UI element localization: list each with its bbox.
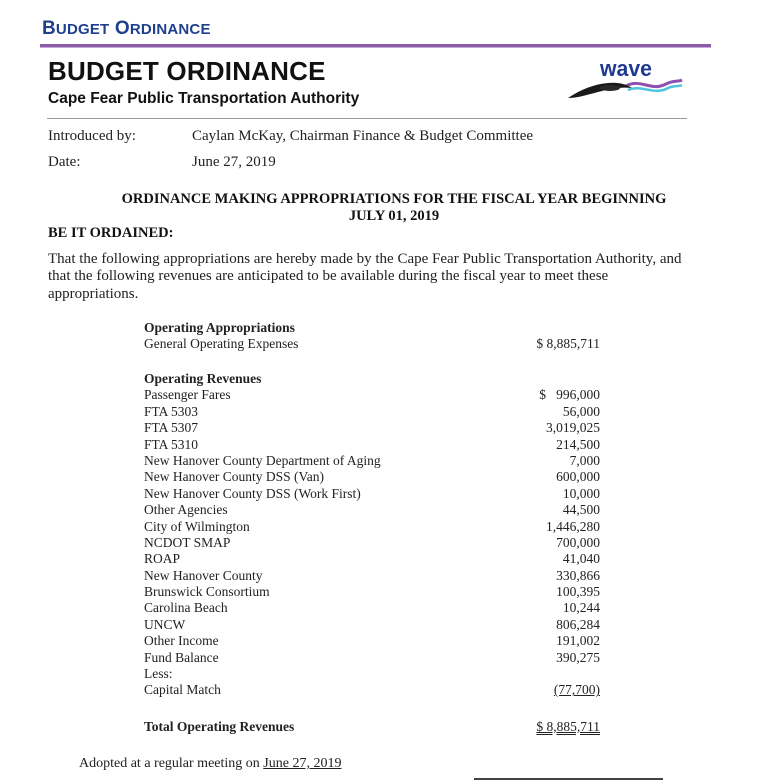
revenue-amount: 100,395 bbox=[556, 584, 600, 600]
revenue-amount: 191,002 bbox=[556, 633, 600, 649]
revenue-amount: 390,275 bbox=[556, 649, 600, 665]
revenue-row bbox=[144, 633, 602, 649]
total-row bbox=[144, 719, 602, 735]
deduction-amount: (77,700) bbox=[553, 682, 600, 698]
appropriation-row bbox=[144, 336, 602, 352]
revenue-amount: 996,000 bbox=[556, 387, 600, 403]
revenue-row bbox=[144, 617, 602, 633]
revenue-name: FTA 5307 bbox=[144, 420, 199, 436]
revenue-amount: 806,284 bbox=[556, 616, 600, 632]
revenue-name: New Hanover County Department of Aging bbox=[144, 452, 381, 468]
organization-subtitle: Cape Fear Public Transportation Authority bbox=[48, 90, 360, 107]
appropriations-section bbox=[144, 320, 602, 353]
revenue-amount: 330,866 bbox=[556, 567, 600, 583]
date-label: Date: bbox=[48, 154, 81, 170]
revenue-name: ROAP bbox=[144, 551, 181, 567]
bird-body-icon bbox=[600, 85, 620, 91]
bird-wing-icon bbox=[568, 83, 632, 98]
revenue-row bbox=[144, 404, 602, 420]
ordinance-heading-line1: ORDINANCE MAKING APPROPRIATIONS FOR THE FISCAL YEAR BEGINNING bbox=[121, 191, 667, 207]
less-row bbox=[144, 666, 602, 682]
revenue-amount: 41,040 bbox=[562, 551, 600, 567]
revenue-row bbox=[144, 568, 602, 584]
introduced-by-label: Introduced by: bbox=[48, 128, 136, 144]
revenue-row bbox=[144, 650, 602, 666]
revenue-name: FTA 5303 bbox=[144, 403, 199, 419]
revenue-name: Other Income bbox=[144, 633, 219, 649]
appropriation-name: General Operating Expenses bbox=[144, 336, 299, 352]
running-head bbox=[42, 18, 211, 40]
revenue-row bbox=[144, 600, 602, 616]
revenue-name: New Hanover County DSS (Work First) bbox=[144, 485, 361, 501]
revenue-name: UNCW bbox=[144, 616, 186, 632]
revenue-name: New Hanover County DSS (Van) bbox=[144, 469, 324, 485]
header-rule bbox=[40, 44, 711, 48]
revenue-row bbox=[144, 584, 602, 600]
revenue-name: New Hanover County bbox=[144, 567, 263, 583]
revenues-section bbox=[144, 371, 602, 699]
revenue-row bbox=[144, 486, 602, 502]
wave-logo-text: wave bbox=[599, 56, 652, 81]
revenue-name: Passenger Fares bbox=[144, 387, 231, 403]
wave-logo bbox=[566, 56, 686, 102]
revenue-row bbox=[144, 469, 602, 485]
revenue-name: NCDOT SMAP bbox=[144, 534, 231, 550]
revenue-row bbox=[144, 453, 602, 469]
revenue-row bbox=[144, 519, 602, 535]
revenue-amount: 44,500 bbox=[562, 502, 600, 518]
date-value: June 27, 2019 bbox=[192, 154, 276, 170]
revenue-row bbox=[144, 387, 602, 403]
adopted-date: June 27, 2019 bbox=[263, 756, 342, 771]
revenue-amount: 7,000 bbox=[569, 452, 600, 468]
revenue-name: Other Agencies bbox=[144, 502, 228, 518]
revenue-name: City of Wilmington bbox=[144, 518, 250, 534]
revenue-name: Carolina Beach bbox=[144, 600, 228, 616]
appropriations-heading: Operating Appropriations bbox=[144, 320, 295, 335]
appropriation-amount: $ 8,885,711 bbox=[536, 336, 600, 352]
revenue-row bbox=[144, 535, 602, 551]
revenue-amount: 214,500 bbox=[556, 436, 600, 452]
revenue-name: FTA 5310 bbox=[144, 436, 199, 452]
meta-divider bbox=[47, 118, 687, 119]
wave-logo-graphic bbox=[566, 56, 686, 102]
revenue-amount: 10,244 bbox=[562, 600, 600, 616]
revenue-name: Fund Balance bbox=[144, 649, 219, 665]
adopted-statement bbox=[79, 756, 341, 772]
ordinance-heading-line2: JULY 01, 2019 bbox=[348, 208, 440, 224]
revenues-heading: Operating Revenues bbox=[144, 371, 262, 386]
revenue-amount: 10,000 bbox=[562, 485, 600, 501]
ordinance-paragraph: That the following appropriations are hereby made by the Cape Fear Public Transportation Authority, and that the following revenues are anticipated to be available during the fiscal year to meet these appropriations. bbox=[48, 251, 682, 302]
deduction-row bbox=[144, 682, 602, 698]
ordinance-heading bbox=[56, 191, 732, 225]
revenue-amount: 600,000 bbox=[556, 469, 600, 485]
revenue-row bbox=[144, 437, 602, 453]
deduction-name: Capital Match bbox=[144, 682, 221, 698]
total-amount: $ 8,885,711 bbox=[536, 719, 600, 734]
currency-symbol: $ bbox=[539, 387, 546, 403]
revenue-amount: 3,019,025 bbox=[546, 420, 600, 436]
be-it-ordained: BE IT ORDAINED: bbox=[48, 225, 174, 241]
adopted-text: Adopted at a regular meeting on bbox=[79, 756, 264, 771]
running-head-text: BUDGET ORDINANCE bbox=[42, 18, 211, 39]
introduced-by-value: Caylan McKay, Chairman Finance & Budget Committee bbox=[192, 128, 534, 144]
revenue-amount: 56,000 bbox=[562, 403, 600, 419]
revenue-amount: 700,000 bbox=[556, 534, 600, 550]
revenue-row bbox=[144, 420, 602, 436]
revenue-amount: 1,446,280 bbox=[546, 518, 600, 534]
revenue-name: Brunswick Consortium bbox=[144, 584, 270, 600]
less-label: Less: bbox=[144, 666, 173, 682]
total-label: Total Operating Revenues bbox=[144, 719, 295, 734]
revenue-row bbox=[144, 551, 602, 567]
page-title: BUDGET ORDINANCE bbox=[48, 56, 326, 86]
signature-line bbox=[474, 778, 663, 780]
revenue-row bbox=[144, 502, 602, 518]
